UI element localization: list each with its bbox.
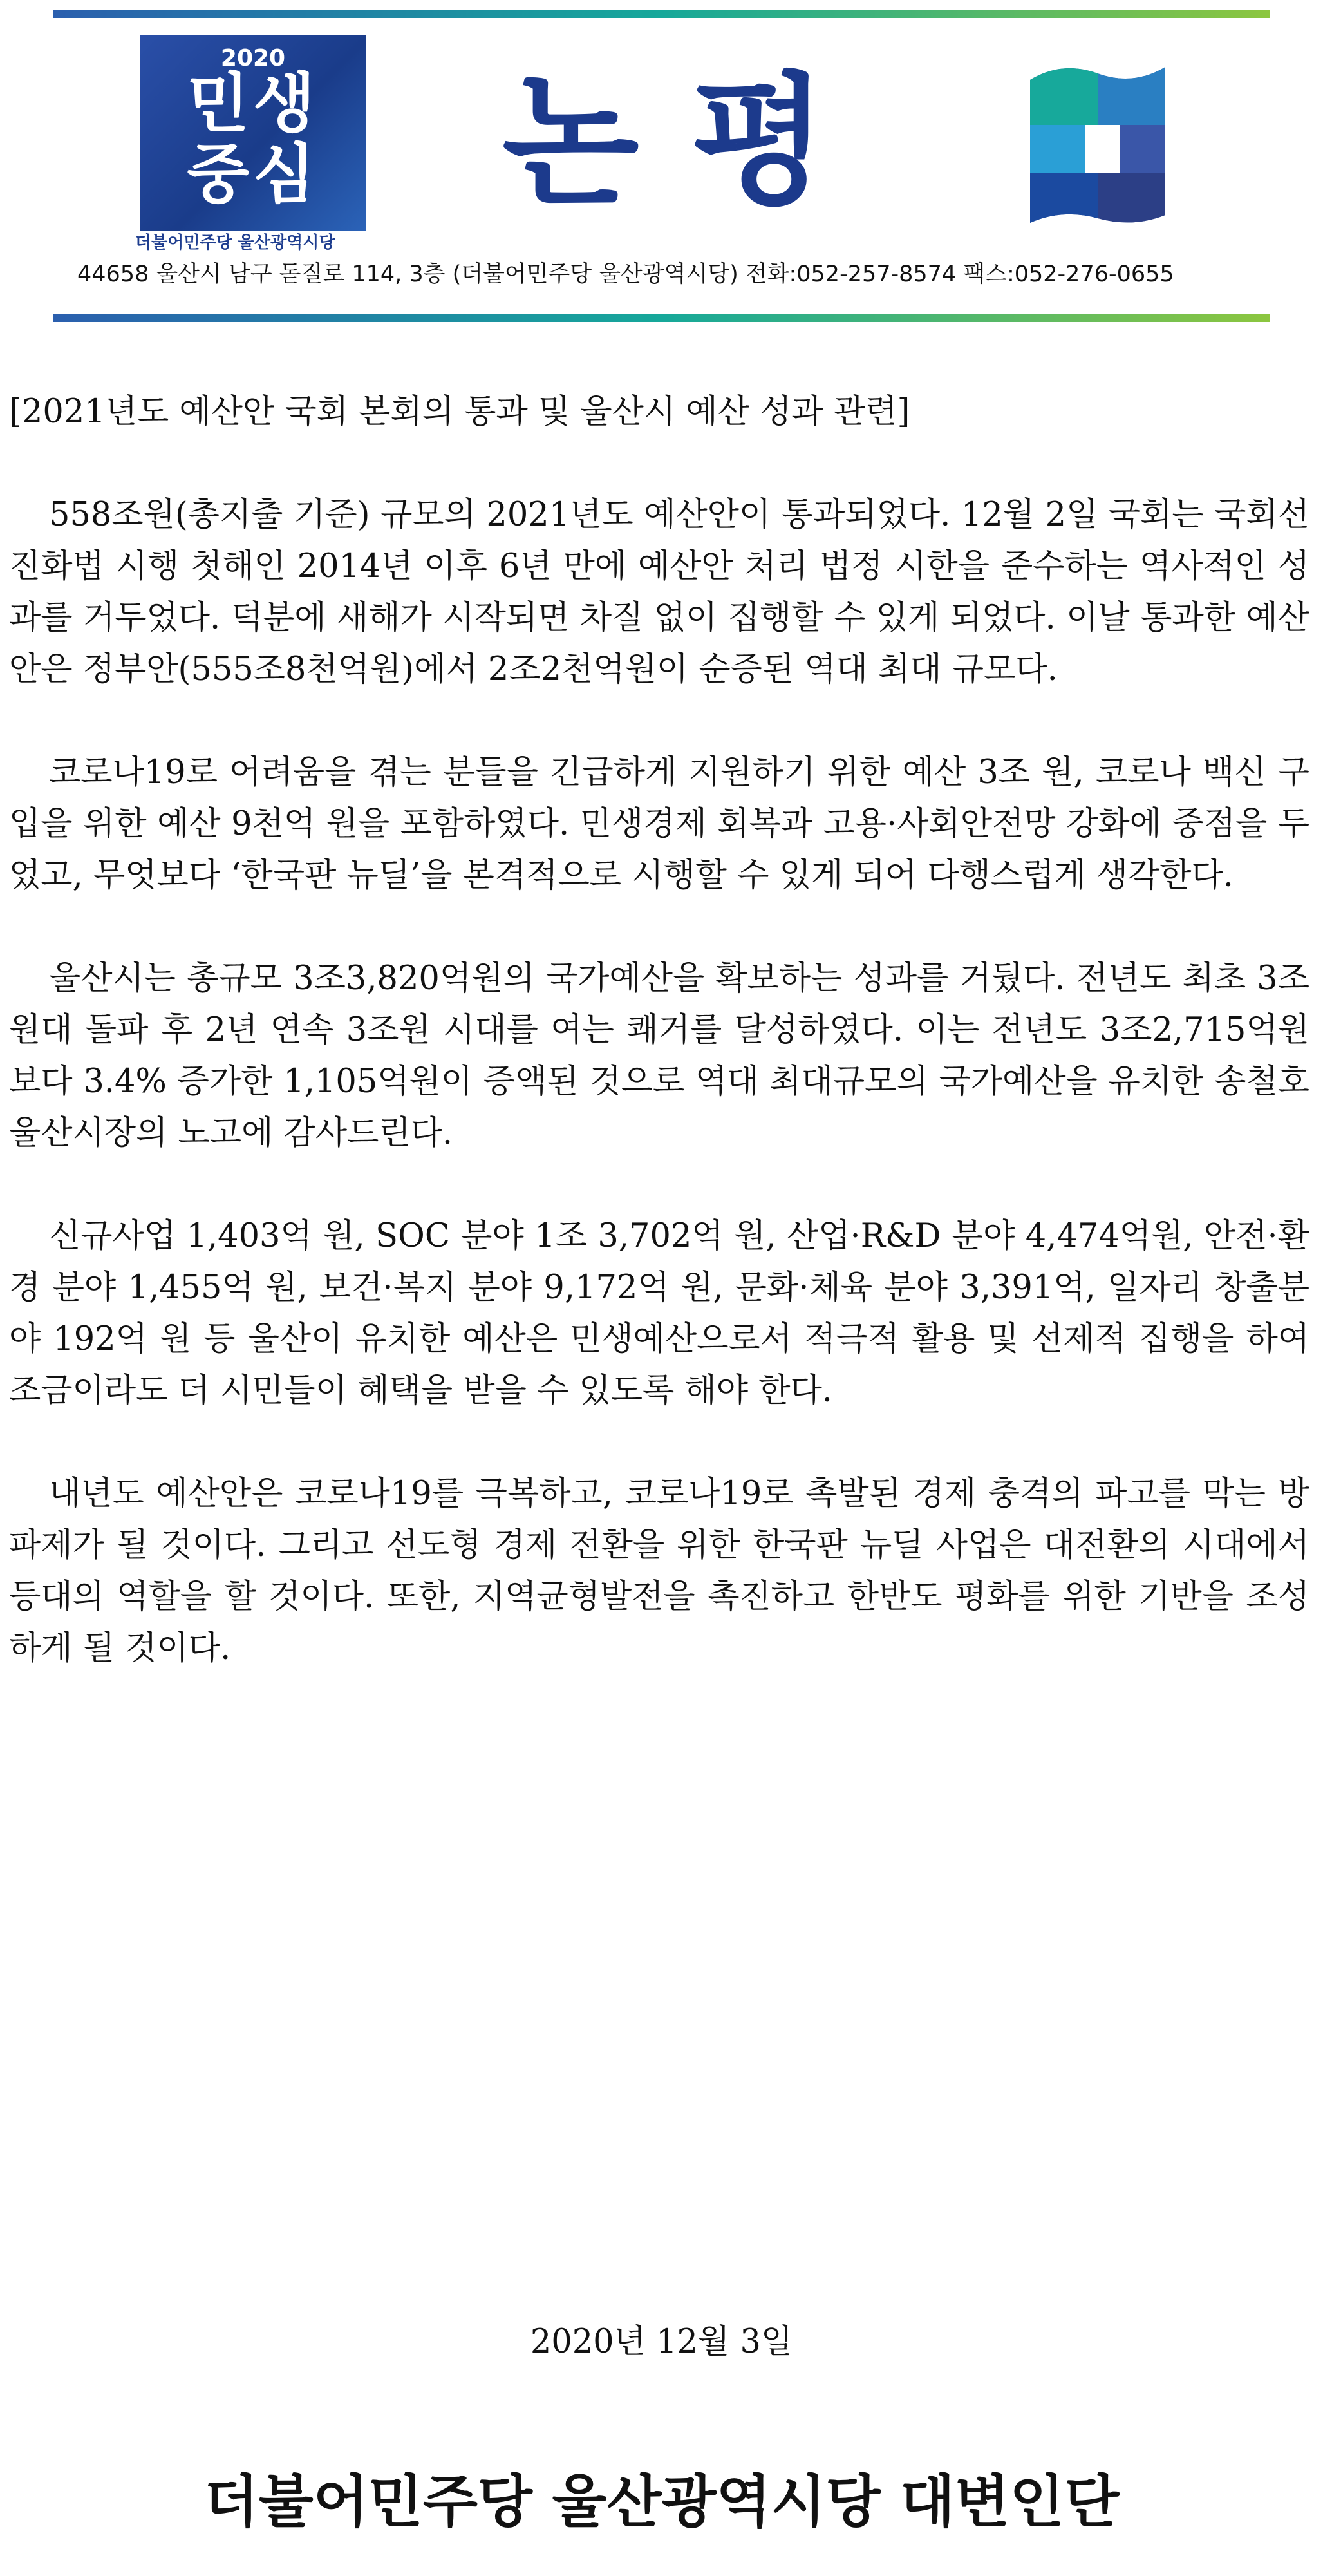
party-slogan-logo [140, 35, 366, 231]
body-paragraph: 울산시는 총규모 3조3,820억원의 국가예산을 확보하는 성과를 거뒀다. 전년도 최초 3조원대 돌파 후 2년 연속 3조원 시대를 여는 쾌거를 달성하였다. 이는 전년도 3조2,715억원 보다 3.4% 증가한 1,105억원이 증액된 것으로 역대 최대규모의 국가예산을 유치한 송철호 울산시장의 노고에 감사드린다. [9, 960, 1309, 1152]
body-paragraph: 558조원(총지출 기준) 규모의 2021년도 예산안이 통과되었다. 12월 2일 국회는 국회선진화법 시행 첫해인 2014년 이후 6년 만에 예산안 처리 법정 시한을 준수하는 역사적인 성과를 거두었다. 덕분에 새해가 시작되면 차질 없이 집행할 수 있게 되었다. 이날 통과한 예산안은 정부안(555조8천억원)에서 2조2천억원이 순증된 역대 최대 규모다. [9, 496, 1309, 688]
statement-signature: 더불어민주당 울산광역시당 대변인단 [203, 2468, 1120, 2535]
logo-party-name: 더불어민주당 울산광역시당 [135, 233, 335, 252]
header-top-rule [53, 10, 1270, 18]
statement-date: 2020년 12월 3일 [530, 2323, 793, 2361]
document-headline: 논평 [502, 59, 879, 224]
logo-slogan-line2: 중심 [187, 137, 319, 212]
header-bottom-rule [53, 314, 1270, 322]
statement-subject: [2021년도 예산안 국회 본회의 통과 및 울산시 예산 성과 관련] [9, 393, 910, 431]
statement-body [9, 386, 1309, 1726]
logo-slogan [156, 68, 350, 210]
body-paragraph: 코로나19로 어려움을 겪는 분들을 긴급하게 지원하기 위한 예산 3조 원, 코로나 백신 구입을 위한 예산 9천억 원을 포함하였다. 민생경제 회복과 고용·사회안전망 강화에 중점을 두었고, 무엇보다 ‘한국판 뉴딜’을 본격적으로 시행할 수 있게 되어 다행스럽게 생각한다. [9, 753, 1309, 895]
body-paragraph: 신규사업 1,403억 원, SOC 분야 1조 3,702억 원, 산업·R&D 분야 4,474억원, 안전·환경 분야 1,455억 원, 보건·복지 분야 9,172억 원, 문화·체육 분야 3,391억, 일자리 창출분야 192억 원 등 울산이 유치한 예산은 민생예산으로서 적극적 활용 및 선제적 집행을 하여 조금이라도 더 시민들이 혜택을 받을 수 있도록 해야 한다. [9, 1217, 1309, 1410]
office-address: 44658 울산시 남구 돋질로 114, 3층 (더불어민주당 울산광역시당) 전화:052-257-8574 팩스:052-276-0655 [77, 261, 1174, 287]
logo-year: 2020 [220, 45, 286, 71]
party-emblem-icon [1017, 54, 1178, 228]
logo-slogan-line1: 민생 [187, 66, 319, 141]
body-paragraph: 내년도 예산안은 코로나19를 극복하고, 코로나19로 촉발된 경제 충격의 파고를 막는 방파제가 될 것이다. 그리고 선도형 경제 전환을 위한 한국판 뉴딜 사업은 대전환의 시대에서 등대의 역할을 할 것이다. 또한, 지역균형발전을 촉진하고 한반도 평화를 위한 기반을 조성하게 될 것이다. [9, 1475, 1309, 1667]
